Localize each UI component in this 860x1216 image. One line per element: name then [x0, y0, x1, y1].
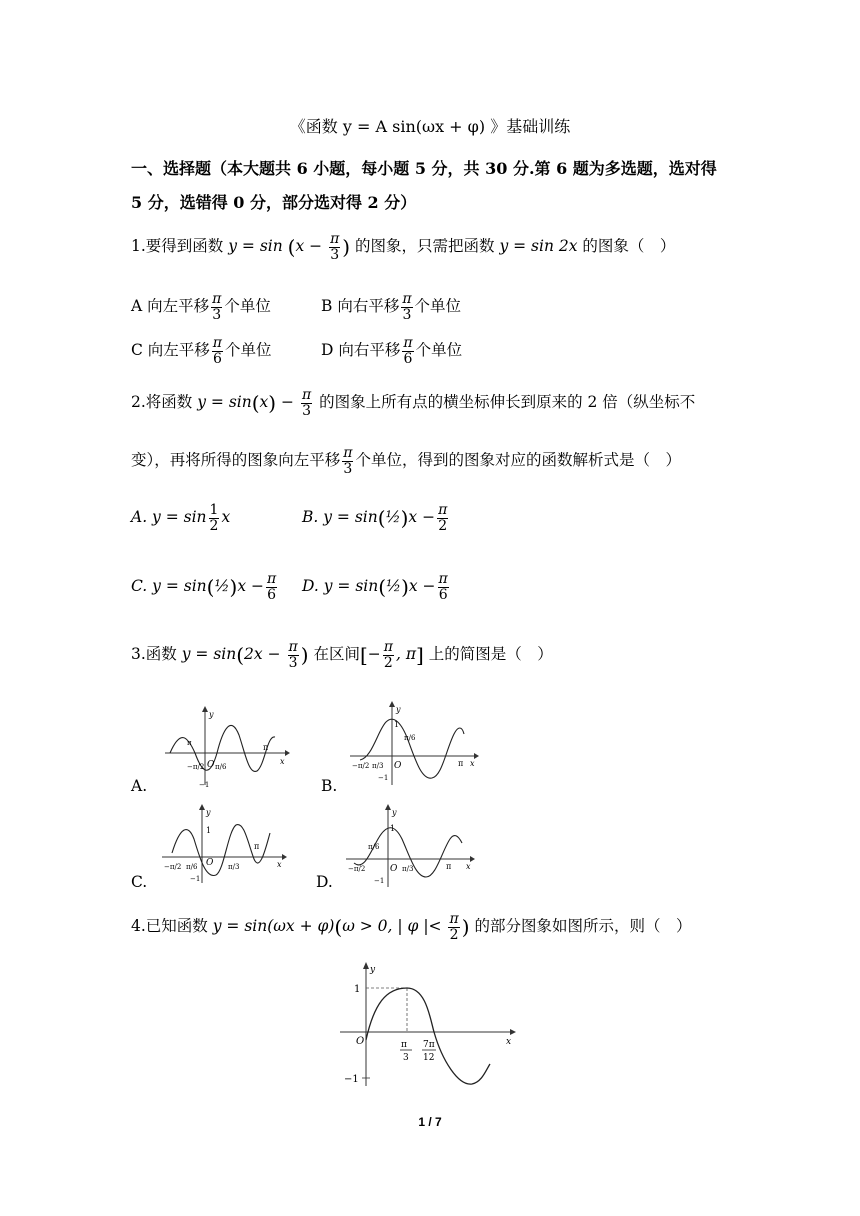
svg-text:O: O [394, 761, 402, 771]
svg-text:7π: 7π [423, 1040, 435, 1050]
svg-text:x: x [470, 759, 475, 768]
svg-text:y: y [396, 705, 401, 714]
section-heading-line1: 一、选择题（本大题共 6 小题，每小题 5 分，共 30 分.第 6 题为多选题，选对得 [131, 159, 717, 178]
q3-label-d: D. [316, 873, 333, 891]
svg-text:3: 3 [403, 1053, 409, 1063]
svg-text:O: O [390, 864, 398, 874]
svg-text:π/3: π/3 [228, 863, 240, 871]
question-2-line1: 2.将函数 y = sin(x) − $\frac{\pi}{3}$ 的图象上所有点的横坐标伸长到原来的 2 倍（纵坐标不 [131, 387, 696, 419]
q2-option-b: B. y = sin(½)x − $\frac{\pi}{2}$ [302, 502, 448, 534]
q1-fraction: $\frac{\pi}{3}$ [330, 231, 340, 263]
q1-suffix: 的图象（ ） [577, 237, 676, 256]
svg-text:1: 1 [394, 720, 400, 729]
svg-text:1: 1 [390, 824, 396, 833]
svg-text:π: π [401, 1040, 407, 1050]
q1-option-d: D 向右平移 $\frac{\pi}{6}$ 个单位 [321, 335, 463, 367]
q1-option-a: A 向左平移 $\frac{\pi}{3}$ 个单位 [131, 291, 271, 323]
q1-func: y = sin [228, 237, 283, 256]
question-3: 3.函数 y = sin(2x − $\frac{\pi}{3}$ ) 在区间[− $\frac{\pi}{2}$ , π] 上的简图是（ ） [131, 639, 553, 671]
q3-label-c: C. [131, 873, 148, 891]
svg-text:x: x [277, 860, 282, 869]
svg-text:−π/2: −π/2 [348, 865, 366, 873]
svg-text:−1: −1 [344, 1074, 359, 1085]
q2-option-c: C. y = sin(½)x − $\frac{\pi}{6}$ [131, 571, 277, 603]
svg-text:−π/2: −π/2 [164, 863, 182, 871]
q3-label-a: A. [131, 777, 148, 795]
svg-text:y: y [392, 808, 397, 817]
svg-text:−1: −1 [378, 774, 389, 782]
q1-func2: y = sin 2x [499, 237, 578, 256]
q1-middle: 的图象，只需把函数 [355, 237, 500, 256]
svg-text:y: y [370, 965, 376, 975]
page-number: 1 / 7 [418, 1115, 442, 1129]
svg-text:π: π [458, 759, 464, 768]
svg-text:12: 12 [423, 1053, 435, 1063]
svg-text:1: 1 [206, 826, 212, 835]
svg-text:−1: −1 [374, 877, 385, 885]
svg-text:π: π [254, 842, 260, 851]
q4-graph [330, 960, 520, 1090]
q3-graph-d [346, 803, 476, 891]
svg-text:y: y [206, 808, 211, 817]
q1-option-b: B 向右平移 $\frac{\pi}{3}$ 个单位 [321, 291, 462, 323]
q2-option-d: D. y = sin(½)x − $\frac{\pi}{6}$ [302, 571, 448, 603]
q1-prefix: 1.要得到函数 [131, 237, 229, 256]
svg-text:−1: −1 [190, 875, 201, 883]
svg-text:y: y [209, 710, 214, 719]
svg-text:−π/2: −π/2 [187, 763, 205, 771]
q1-option-c: C 向左平移 $\frac{\pi}{6}$ 个单位 [131, 335, 272, 367]
svg-text:x: x [466, 862, 471, 871]
question-2-line2: 变），再将所得的图象向左平移 $\frac{\pi}{3}$ 个单位，得到的图象对应的函数解析式是（ ） [131, 445, 681, 477]
svg-text:O: O [356, 1036, 365, 1047]
svg-text:π: π [263, 743, 269, 752]
q1-inner: x − [295, 237, 323, 256]
svg-text:1: 1 [354, 984, 361, 995]
svg-text:π/3: π/3 [372, 762, 384, 770]
svg-text:O: O [207, 760, 215, 770]
question-4: 4.已知函数 y = sin(ωx + φ)(ω > 0, | φ |< $\frac{\pi}{2}$ ) 的部分图象如图所示，则（ ） [131, 911, 692, 943]
svg-text:π/6: π/6 [368, 843, 380, 851]
svg-text:π/6: π/6 [404, 734, 416, 742]
q3-graph-c [162, 803, 287, 888]
svg-text:π/6: π/6 [186, 863, 198, 871]
svg-text:π/6: π/6 [215, 763, 227, 771]
q3-label-b: B. [321, 777, 338, 795]
svg-text:π: π [446, 862, 452, 871]
q2-option-a: A. y = sin $\frac{1}{2}$ x [131, 502, 231, 534]
svg-text:π/3: π/3 [402, 865, 414, 873]
svg-text:x: x [280, 757, 285, 766]
svg-text:−π/2: −π/2 [352, 762, 370, 770]
page-title: 《函数 y = A sin(ωx + φ) 》基础训练 [289, 117, 571, 136]
svg-text:O: O [206, 858, 214, 868]
svg-text:−1: −1 [199, 781, 210, 789]
svg-text:π: π [187, 739, 192, 747]
section-heading-line2: 5 分，选错得 0 分，部分选对得 2 分） [131, 193, 417, 212]
q3-graph-a [165, 705, 290, 790]
q3-graph-b [350, 700, 480, 790]
question-1: 1.要得到函数 y = sin (x − $\frac{\pi}{3}$ ) 的图象，只需把函数 y = sin 2x 的图象（ ） [131, 231, 676, 263]
svg-text:x: x [506, 1037, 512, 1047]
